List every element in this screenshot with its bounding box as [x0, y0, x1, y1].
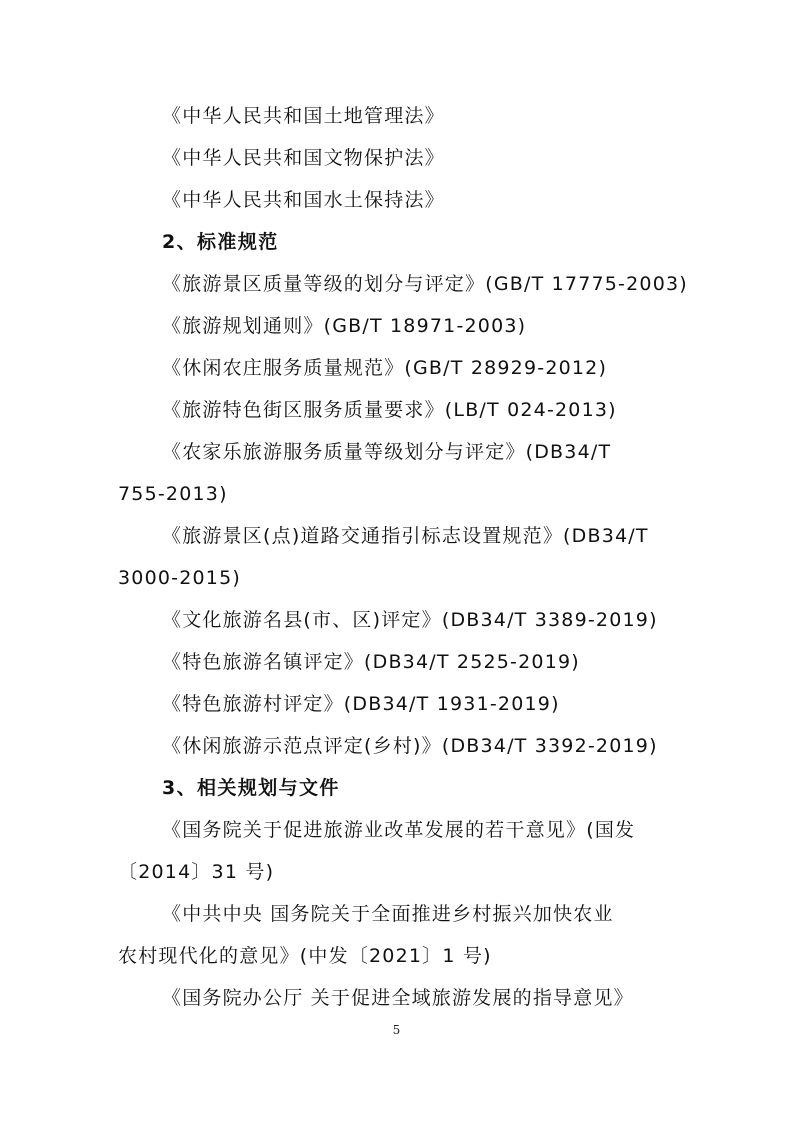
section-heading-standards: 2、标准规范 [162, 231, 279, 253]
standard-cultural-county: 《文化旅游名县(市、区)评定》(DB34/T 3389-2019) [162, 609, 658, 631]
doc-rural-revitalization-cont: 农村现代化的意见》(中发〔2021〕1 号) [118, 945, 492, 967]
standard-leisure-farm: 《休闲农庄服务质量规范》(GB/T 28929-2012) [162, 357, 608, 379]
doc-state-council-opinions: 《国务院关于促进旅游业改革发展的若干意见》(国发 [162, 819, 636, 841]
standard-road-signs: 《旅游景区(点)道路交通指引标志设置规范》(DB34/T [162, 525, 649, 547]
standard-leisure-demo: 《休闲旅游示范点评定(乡村)》(DB34/T 3392-2019) [162, 735, 658, 757]
law-soil-water: 《中华人民共和国水土保持法》 [162, 189, 445, 211]
law-land-management: 《中华人民共和国土地管理法》 [162, 105, 445, 127]
standard-featured-village: 《特色旅游村评定》(DB34/T 1931-2019) [162, 693, 560, 715]
doc-all-region-tourism: 《国务院办公厅 关于促进全域旅游发展的指导意见》 [162, 987, 634, 1009]
standard-road-signs-cont: 3000-2015) [118, 567, 241, 589]
standard-farmhouse-tourism: 《农家乐旅游服务质量等级划分与评定》(DB34/T [162, 441, 612, 463]
standard-tourism-planning: 《旅游规划通则》(GB/T 18971-2003) [162, 315, 527, 337]
doc-rural-revitalization: 《中共中央 国务院关于全面推进乡村振兴加快农业 [162, 903, 614, 925]
page-number: 5 [392, 1023, 401, 1037]
standard-scenic-quality: 《旅游景区质量等级的划分与评定》(GB/T 17775-2003) [162, 273, 688, 295]
standard-featured-town: 《特色旅游名镇评定》(DB34/T 2525-2019) [162, 651, 580, 673]
standard-tourism-street: 《旅游特色街区服务质量要求》(LB/T 024-2013) [162, 399, 617, 421]
doc-state-council-opinions-cont: 〔2014〕31 号) [118, 861, 275, 883]
law-cultural-relics: 《中华人民共和国文物保护法》 [162, 147, 445, 169]
section-heading-plans: 3、相关规划与文件 [162, 777, 340, 799]
standard-farmhouse-tourism-cont: 755-2013) [118, 483, 228, 505]
